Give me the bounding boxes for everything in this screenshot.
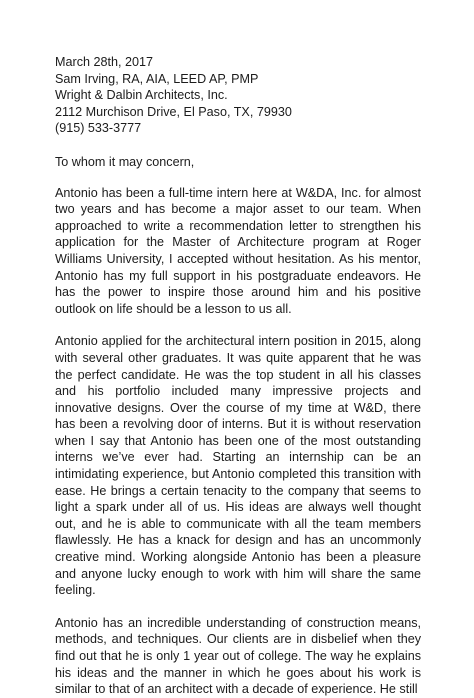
- body-paragraph-1: Antonio has been a full-time intern here at W&DA, Inc. for almost two years and has become a major asset to our team. When approached to write a recommendation letter to strengthen his application for the Master of Architecture program at Roger Williams University, I accepted without hesitation. As his mentor, Antonio has my full support in his postgraduate endeavors. He has the power to inspire those around him and his positive outlook on life should be a lesson to us all.: [55, 185, 421, 316]
- body-paragraph-2: Antonio applied for the architectural intern position in 2015, along with several other graduates. It was quite apparent that he was the perfect candidate. He was the top student in all his classes and his portfolio included many impressive projects and innovative designs. Over the course of my time at W&D, there has been a revolving door of interns. But it is without reservation when I say that Antonio has been one of the most outstanding interns we’ve ever had. Starting an internship can be an intimidating experience, but Antonio completed this transition with ease. He brings a certain tenacity to the company that seems to light a spark under all of us. His ideas are always well thought out, and he is able to communicate with all the team members flawlessly. He has a knack for design and has an uncommonly creative mind. Working alongside Antonio has been a pleasure and anyone lucky enough to work with him will share the same feeling.: [55, 334, 421, 598]
- body-paragraph-3: Antonio has an incredible understanding of construction means, methods, and techniques. Our clients are in disbelief when they find out that he is only 1 year out of college. The way he explains his ideas and the manner in which he goes about his work is similar to that of an architect with a decade of experience. He still: [55, 615, 421, 697]
- letter-date: March 28th, 2017: [55, 55, 154, 69]
- letter-header: [55, 54, 421, 137]
- sender-company: Wright & Dalbin Architects, Inc.: [55, 88, 228, 103]
- sender-name: Sam Irving, RA, AIA, LEED AP, PMP: [55, 71, 259, 86]
- sender-phone: (915) 533-3777: [55, 121, 142, 136]
- sender-address: 2112 Murchison Drive, El Paso, TX, 79930: [55, 104, 292, 119]
- salutation: To whom it may concern,: [55, 154, 195, 169]
- recommendation-letter: [55, 54, 421, 698]
